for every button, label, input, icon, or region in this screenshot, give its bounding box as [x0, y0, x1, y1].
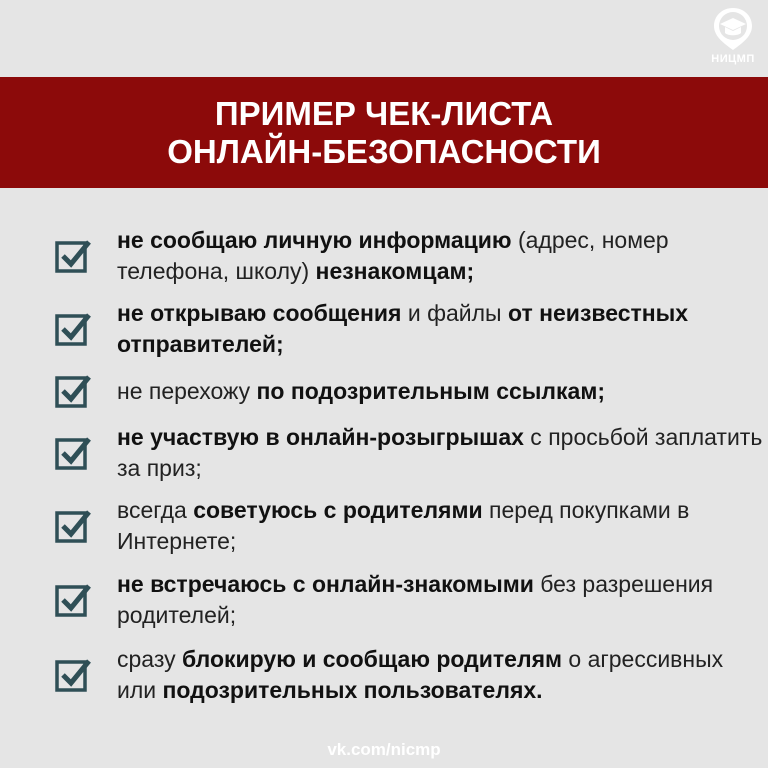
checklist-item-text: всегда советуюсь с родителями перед покупками в Интернете; [117, 497, 690, 554]
checkbox-checked-icon [54, 237, 92, 275]
checklist-item-text: сразу блокирую и сообщаю родителям о агрессивных или подозрительных пользователях. [117, 646, 724, 703]
checkbox-checked-icon [54, 310, 92, 348]
checklist-item [54, 644, 764, 706]
checkbox-checked-icon [54, 656, 92, 694]
checklist-item [54, 422, 764, 484]
checkbox-checked-icon [54, 434, 92, 472]
logo [702, 6, 764, 72]
checklist-item-text: не открываю сообщения и файлы от неизвестных отправителей; [117, 300, 689, 357]
checklist-item [54, 372, 764, 410]
graduation-cap-icon [711, 6, 755, 52]
checkbox-checked-icon [54, 507, 92, 545]
checkbox-checked-icon [54, 581, 92, 619]
checklist-item [54, 298, 764, 360]
checklist-item-text: не сообщаю личную информацию (адрес, номер телефона, школу) незнакомцам; [117, 227, 669, 284]
checkbox-checked-icon [54, 372, 92, 410]
checklist-item [54, 225, 764, 287]
checklist-item [54, 495, 764, 557]
title-banner [0, 77, 768, 188]
checklist-item-text: не перехожу по подозрительным ссылкам; [117, 377, 606, 404]
checklist-item-text: не участвую в онлайн-розыгрышах с просьбой заплатить за приз; [117, 424, 763, 481]
footer-link[interactable]: vk.com/nicmp [327, 740, 441, 759]
title-line-2: ОНЛАЙН-БЕЗОПАСНОСТИ [167, 132, 601, 170]
logo-text: НИЦМП [711, 53, 755, 65]
checklist-item [54, 569, 764, 631]
checklist-item-text: не встречаюсь с онлайн-знакомыми без разрешения родителей; [117, 571, 714, 628]
title-line-1: ПРИМЕР ЧЕК-ЛИСТА [214, 94, 554, 132]
